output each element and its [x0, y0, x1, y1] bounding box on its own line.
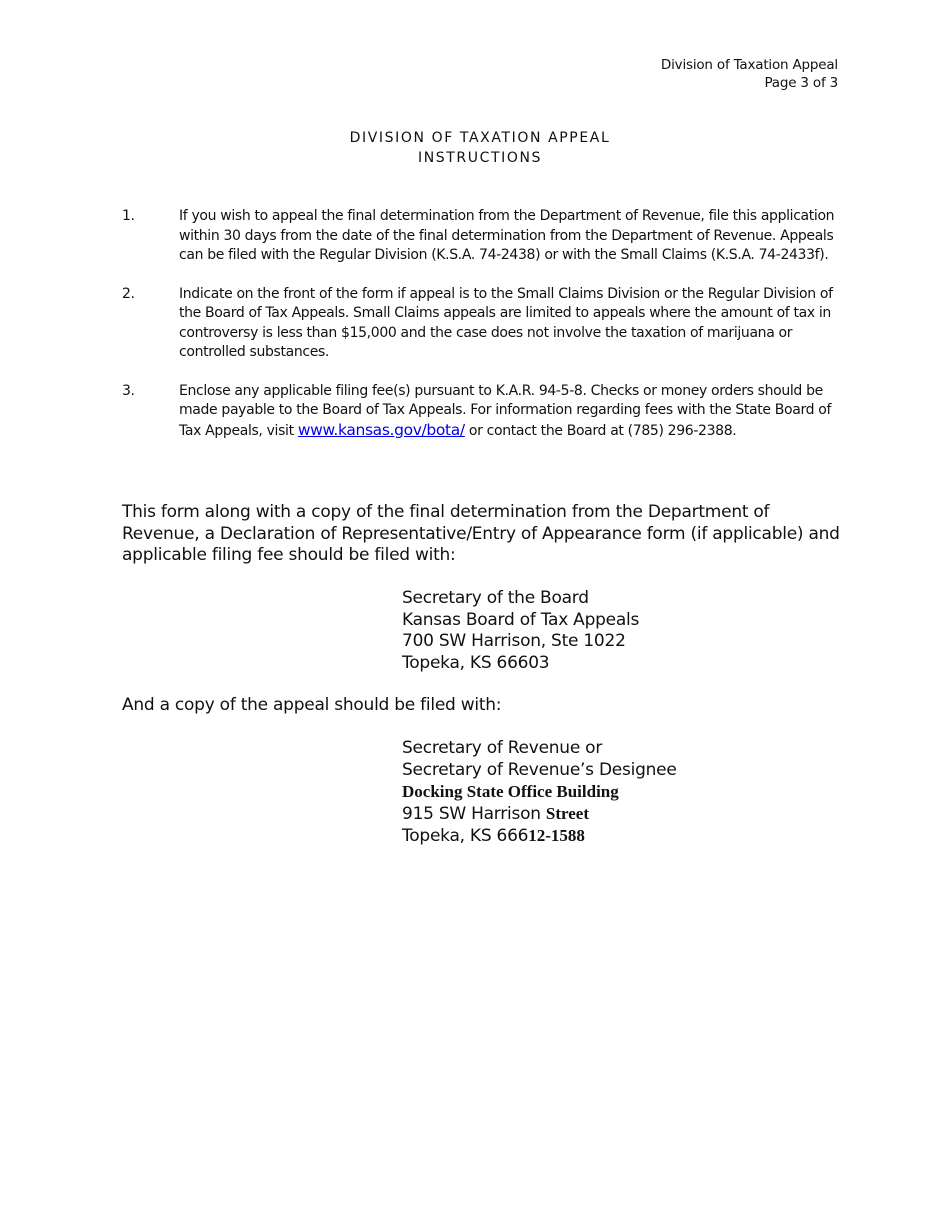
instruction-item-3 [122, 382, 838, 442]
header-page-number: Page 3 of 3 [764, 75, 838, 91]
instructions-list [122, 207, 838, 441]
address-line: Secretary of Revenue’s Designee [402, 759, 677, 780]
item-text: Indicate on the front of the form if appeal is to the Small Claims Division or the Regular Division of the Board of Tax Appeals. Small Claims appeals are limited to appeals where the amount of tax in controversy is less than $15,000 and the case does not involve the taxation of marijuana or controlled substances. [179, 285, 833, 360]
city-zip-part: Topeka, KS 666 [402, 826, 529, 846]
zip-suffix: 12-1588 [528, 826, 585, 845]
address-line [402, 803, 677, 826]
address-line: Secretary of Revenue or [402, 738, 603, 758]
address-line: Secretary of the Board [402, 588, 589, 608]
item-text: If you wish to appeal the final determination from the Department of Revenue, file this application within 30 days from the date of the final determination from the Department of Revenue. Appeals can be filed with the Regular Division (K.S.A. 74-2438) or with the Small Claims (K.S.A. 74-2433f). [179, 208, 835, 263]
address-line: Topeka, KS 66603 [402, 652, 550, 673]
title-line-1: DIVISION OF TAXATION APPEAL [349, 130, 611, 146]
item-text-after-link: or contact the Board at (785) 296-2388. [464, 422, 737, 439]
copy-filing-text: And a copy of the appeal should be filed with: [122, 695, 502, 715]
page-header [661, 56, 838, 92]
title-line-2: INSTRUCTIONS [417, 150, 543, 166]
address-line: Docking State Office Building [402, 782, 619, 801]
item-number: 1. [122, 208, 135, 224]
street-part: 915 SW Harrison [402, 803, 546, 824]
address-line: Kansas Board of Tax Appeals [402, 609, 640, 630]
item-text-before-link: Enclose any applicable filing fee(s) pursuant to K.A.R. 94-5-8. Checks or money orders should be made payable to the Board of Tax Appeals. For information regarding fees with the State Board of Tax Appeals, visit [179, 382, 832, 439]
address-line: 700 SW Harrison, Ste 1022 [402, 631, 626, 651]
address-line [402, 825, 677, 848]
item-number: 2. [122, 285, 135, 302]
item-number: 3. [122, 382, 135, 399]
filing-paragraph: This form along with a copy of the final determination from the Department of Revenue, a Declaration of Representative/Entry of Appearance form (if applicable) and applicable filing fee should be filed with: [122, 502, 840, 565]
revenue-address-block [402, 738, 677, 848]
bota-website-link[interactable]: www.kansas.gov/bota/ [297, 420, 465, 439]
street-suffix: Street [545, 803, 590, 823]
board-address-block [402, 588, 639, 674]
instruction-item-2 [122, 285, 838, 363]
document-title [0, 128, 950, 168]
instruction-item-1 [122, 207, 838, 266]
header-form-name: Division of Taxation Appeal [660, 57, 838, 73]
